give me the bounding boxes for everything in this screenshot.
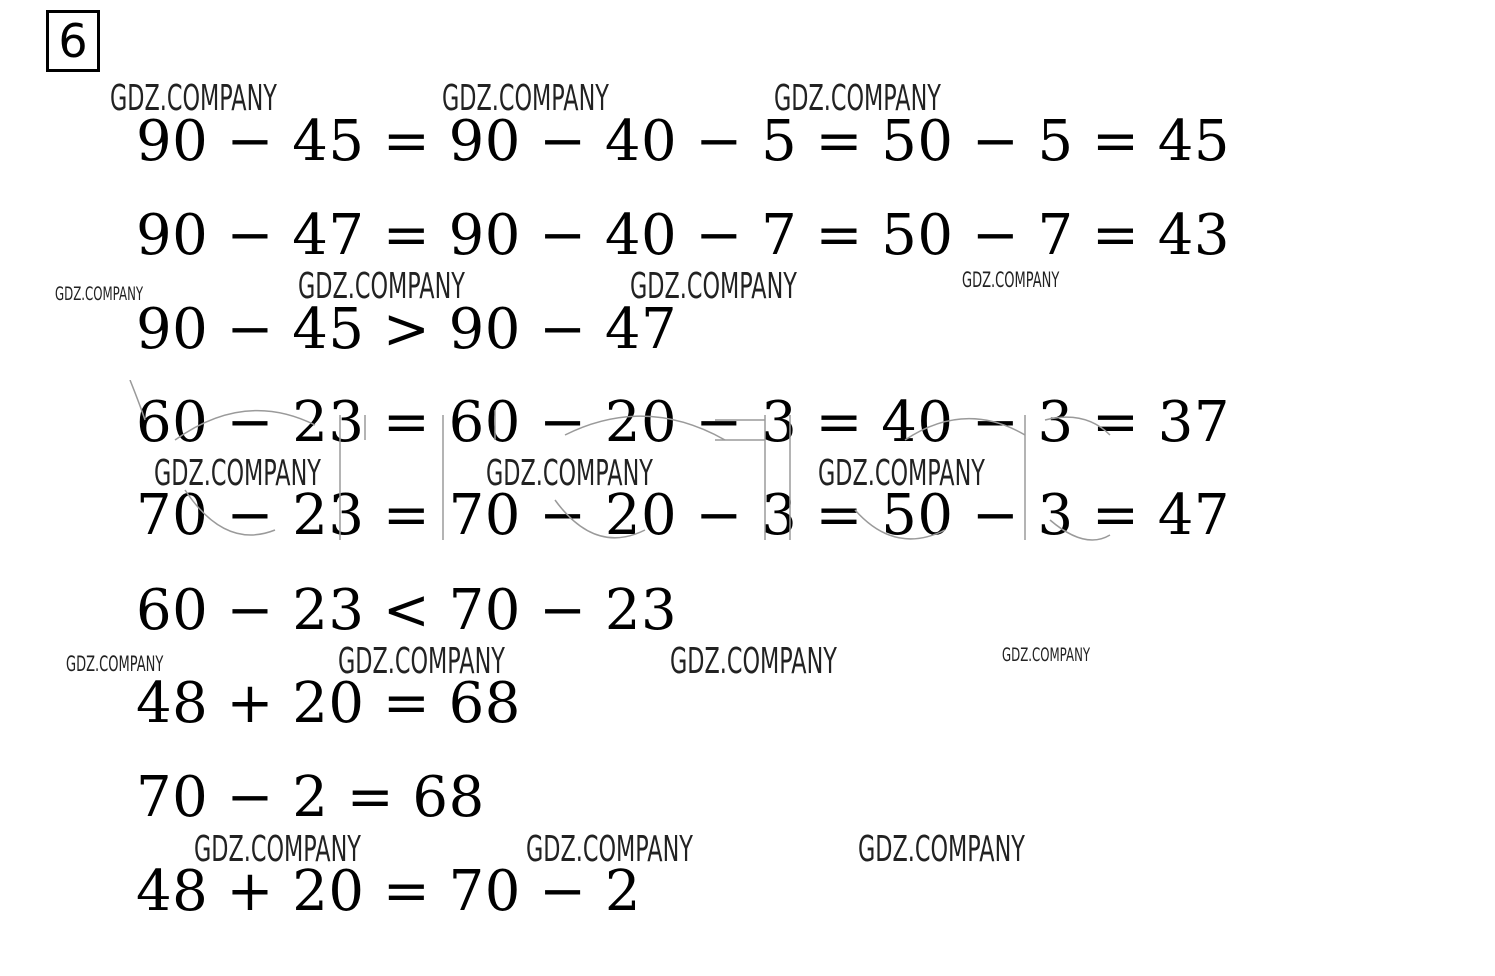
watermark: GDZ.COMPANY <box>526 829 693 870</box>
equation-line: 90 − 45 = 90 − 40 − 5 = 50 − 5 = 45 <box>136 109 1230 174</box>
equation-line: 48 + 20 = 68 <box>136 671 521 736</box>
watermark: GDZ.COMPANY <box>774 78 941 119</box>
watermark: GDZ.COMPANY <box>154 453 321 494</box>
watermark: GDZ.COMPANY <box>962 268 1060 292</box>
equation-line: 70 − 2 = 68 <box>136 765 485 830</box>
task-number-box: 6 <box>46 10 100 72</box>
watermark: GDZ.COMPANY <box>1002 644 1091 666</box>
watermark: GDZ.COMPANY <box>298 266 465 307</box>
watermark: GDZ.COMPANY <box>818 453 985 494</box>
watermark: GDZ.COMPANY <box>338 641 505 682</box>
watermark: GDZ.COMPANY <box>66 652 164 676</box>
watermark: GDZ.COMPANY <box>486 453 653 494</box>
watermark: GDZ.COMPANY <box>670 641 837 682</box>
watermark: GDZ.COMPANY <box>858 829 1025 870</box>
equation-line: 90 − 45 > 90 − 47 <box>136 297 678 362</box>
watermark: GDZ.COMPANY <box>110 78 277 119</box>
watermark: GDZ.COMPANY <box>630 266 797 307</box>
equation-line: 70 − 23 = 70 − 20 − 3 = 50 − 3 = 47 <box>136 483 1230 548</box>
watermark: GDZ.COMPANY <box>55 283 144 305</box>
watermark: GDZ.COMPANY <box>194 829 361 870</box>
equation-line: 60 − 23 < 70 − 23 <box>136 578 678 643</box>
watermark: GDZ.COMPANY <box>442 78 609 119</box>
equation-line: 90 − 47 = 90 − 40 − 7 = 50 − 7 = 43 <box>136 203 1230 268</box>
equation-line: 48 + 20 = 70 − 2 <box>136 859 641 924</box>
equation-line: 60 − 23 = 60 − 20 − 3 = 40 − 3 = 37 <box>136 390 1230 455</box>
